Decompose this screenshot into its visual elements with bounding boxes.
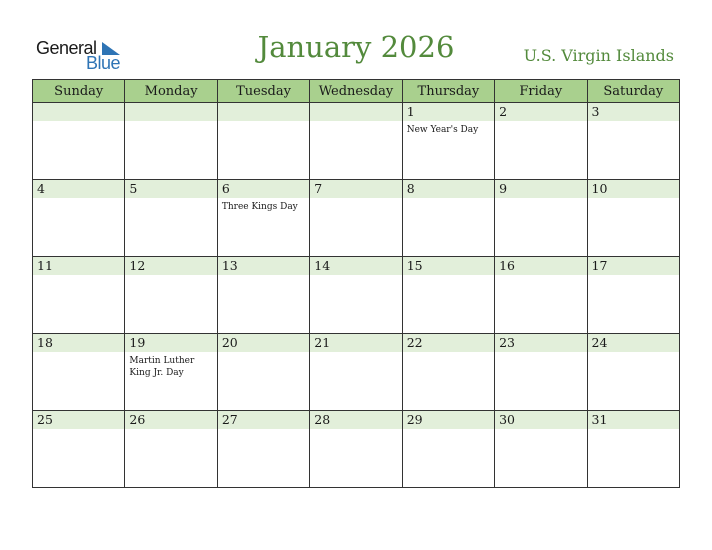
day-number-bar (588, 103, 679, 121)
region-label: U.S. Virgin Islands (523, 46, 674, 65)
holiday-label: New Year's Day (406, 125, 479, 135)
day-number: 31 (591, 412, 608, 427)
weekday-header: Wednesday (310, 80, 402, 103)
calendar-body (33, 103, 680, 488)
day-number-bar (310, 103, 401, 121)
day-number: 5 (129, 181, 138, 196)
weekday-header: Friday (495, 80, 587, 103)
day-cell[interactable] (587, 180, 679, 257)
weekday-header: Tuesday (217, 80, 309, 103)
day-number: 21 (314, 335, 331, 350)
day-number: 4 (37, 181, 45, 196)
day-number: 28 (314, 412, 331, 427)
day-number: 10 (591, 181, 608, 196)
day-cell[interactable] (402, 103, 494, 180)
logo-text-blue: Blue (86, 53, 121, 73)
weekday-header: Thursday (402, 80, 494, 103)
day-number-bar (33, 103, 124, 121)
day-number-bar (310, 180, 401, 198)
day-number-bar (125, 180, 216, 198)
day-number: 30 (499, 412, 516, 427)
day-cell[interactable] (587, 411, 679, 488)
page-title: January 2026 (257, 30, 455, 64)
day-number: 8 (406, 181, 415, 196)
day-number: 2 (499, 104, 508, 119)
day-cell[interactable] (310, 257, 402, 334)
day-number: 20 (221, 335, 238, 350)
day-number: 7 (314, 181, 323, 196)
day-number-bar (403, 180, 494, 198)
day-number-bar (33, 180, 124, 198)
day-number: 17 (591, 258, 608, 273)
day-cell[interactable] (125, 180, 217, 257)
day-cell[interactable] (125, 334, 217, 411)
calendar-grid (32, 79, 680, 488)
week-row (33, 334, 680, 411)
day-cell[interactable] (217, 257, 309, 334)
day-cell[interactable] (402, 334, 494, 411)
day-cell[interactable] (587, 257, 679, 334)
day-number: 18 (37, 335, 53, 350)
day-number: 22 (406, 335, 423, 350)
day-cell[interactable] (310, 180, 402, 257)
day-cell[interactable] (33, 103, 125, 180)
week-row (33, 180, 680, 257)
weekday-header: Sunday (33, 80, 125, 103)
day-number: 27 (221, 412, 238, 427)
week-row (33, 103, 680, 180)
day-number: 26 (129, 412, 146, 427)
day-number: 19 (129, 335, 146, 350)
day-cell[interactable] (310, 103, 402, 180)
holiday-label: Three Kings Day (221, 202, 298, 212)
weekday-header-row (33, 80, 680, 103)
day-cell[interactable] (33, 257, 125, 334)
day-cell[interactable] (125, 103, 217, 180)
day-cell[interactable] (310, 411, 402, 488)
day-cell[interactable] (33, 411, 125, 488)
day-cell[interactable] (495, 334, 587, 411)
weekday-header: Saturday (587, 80, 679, 103)
day-cell[interactable] (217, 411, 309, 488)
day-number: 12 (129, 258, 146, 273)
weekday-header: Monday (125, 80, 217, 103)
day-number: 16 (499, 258, 516, 273)
day-number-bar (495, 103, 586, 121)
day-cell[interactable] (217, 180, 309, 257)
day-number: 11 (37, 258, 53, 273)
day-number-bar (403, 103, 494, 121)
day-cell[interactable] (495, 180, 587, 257)
day-number-bar (218, 103, 309, 121)
day-number: 15 (406, 258, 423, 273)
day-cell[interactable] (217, 334, 309, 411)
day-cell[interactable] (495, 257, 587, 334)
day-number: 14 (314, 258, 331, 273)
day-cell[interactable] (495, 411, 587, 488)
day-number: 23 (499, 335, 516, 350)
day-cell[interactable] (402, 257, 494, 334)
day-number-bar (218, 180, 309, 198)
day-cell[interactable] (402, 411, 494, 488)
day-number: 24 (591, 335, 608, 350)
day-number-bar (495, 180, 586, 198)
day-cell[interactable] (125, 257, 217, 334)
day-cell[interactable] (495, 103, 587, 180)
day-number: 3 (591, 104, 600, 119)
week-row (33, 411, 680, 488)
week-row (33, 257, 680, 334)
day-number: 1 (406, 104, 415, 119)
day-number: 13 (221, 258, 238, 273)
day-cell[interactable] (402, 180, 494, 257)
holiday-label: Martin Luther King Jr. Day (129, 356, 195, 378)
day-cell[interactable] (125, 411, 217, 488)
day-number: 25 (37, 412, 53, 427)
day-cell[interactable] (587, 103, 679, 180)
day-cell[interactable] (587, 334, 679, 411)
day-number: 29 (406, 412, 423, 427)
day-number: 6 (221, 181, 230, 196)
logo-text-general: General (36, 38, 97, 58)
day-number: 9 (499, 181, 508, 196)
day-cell[interactable] (217, 103, 309, 180)
day-cell[interactable] (33, 180, 125, 257)
day-cell[interactable] (310, 334, 402, 411)
day-number-bar (125, 103, 216, 121)
day-cell[interactable] (33, 334, 125, 411)
